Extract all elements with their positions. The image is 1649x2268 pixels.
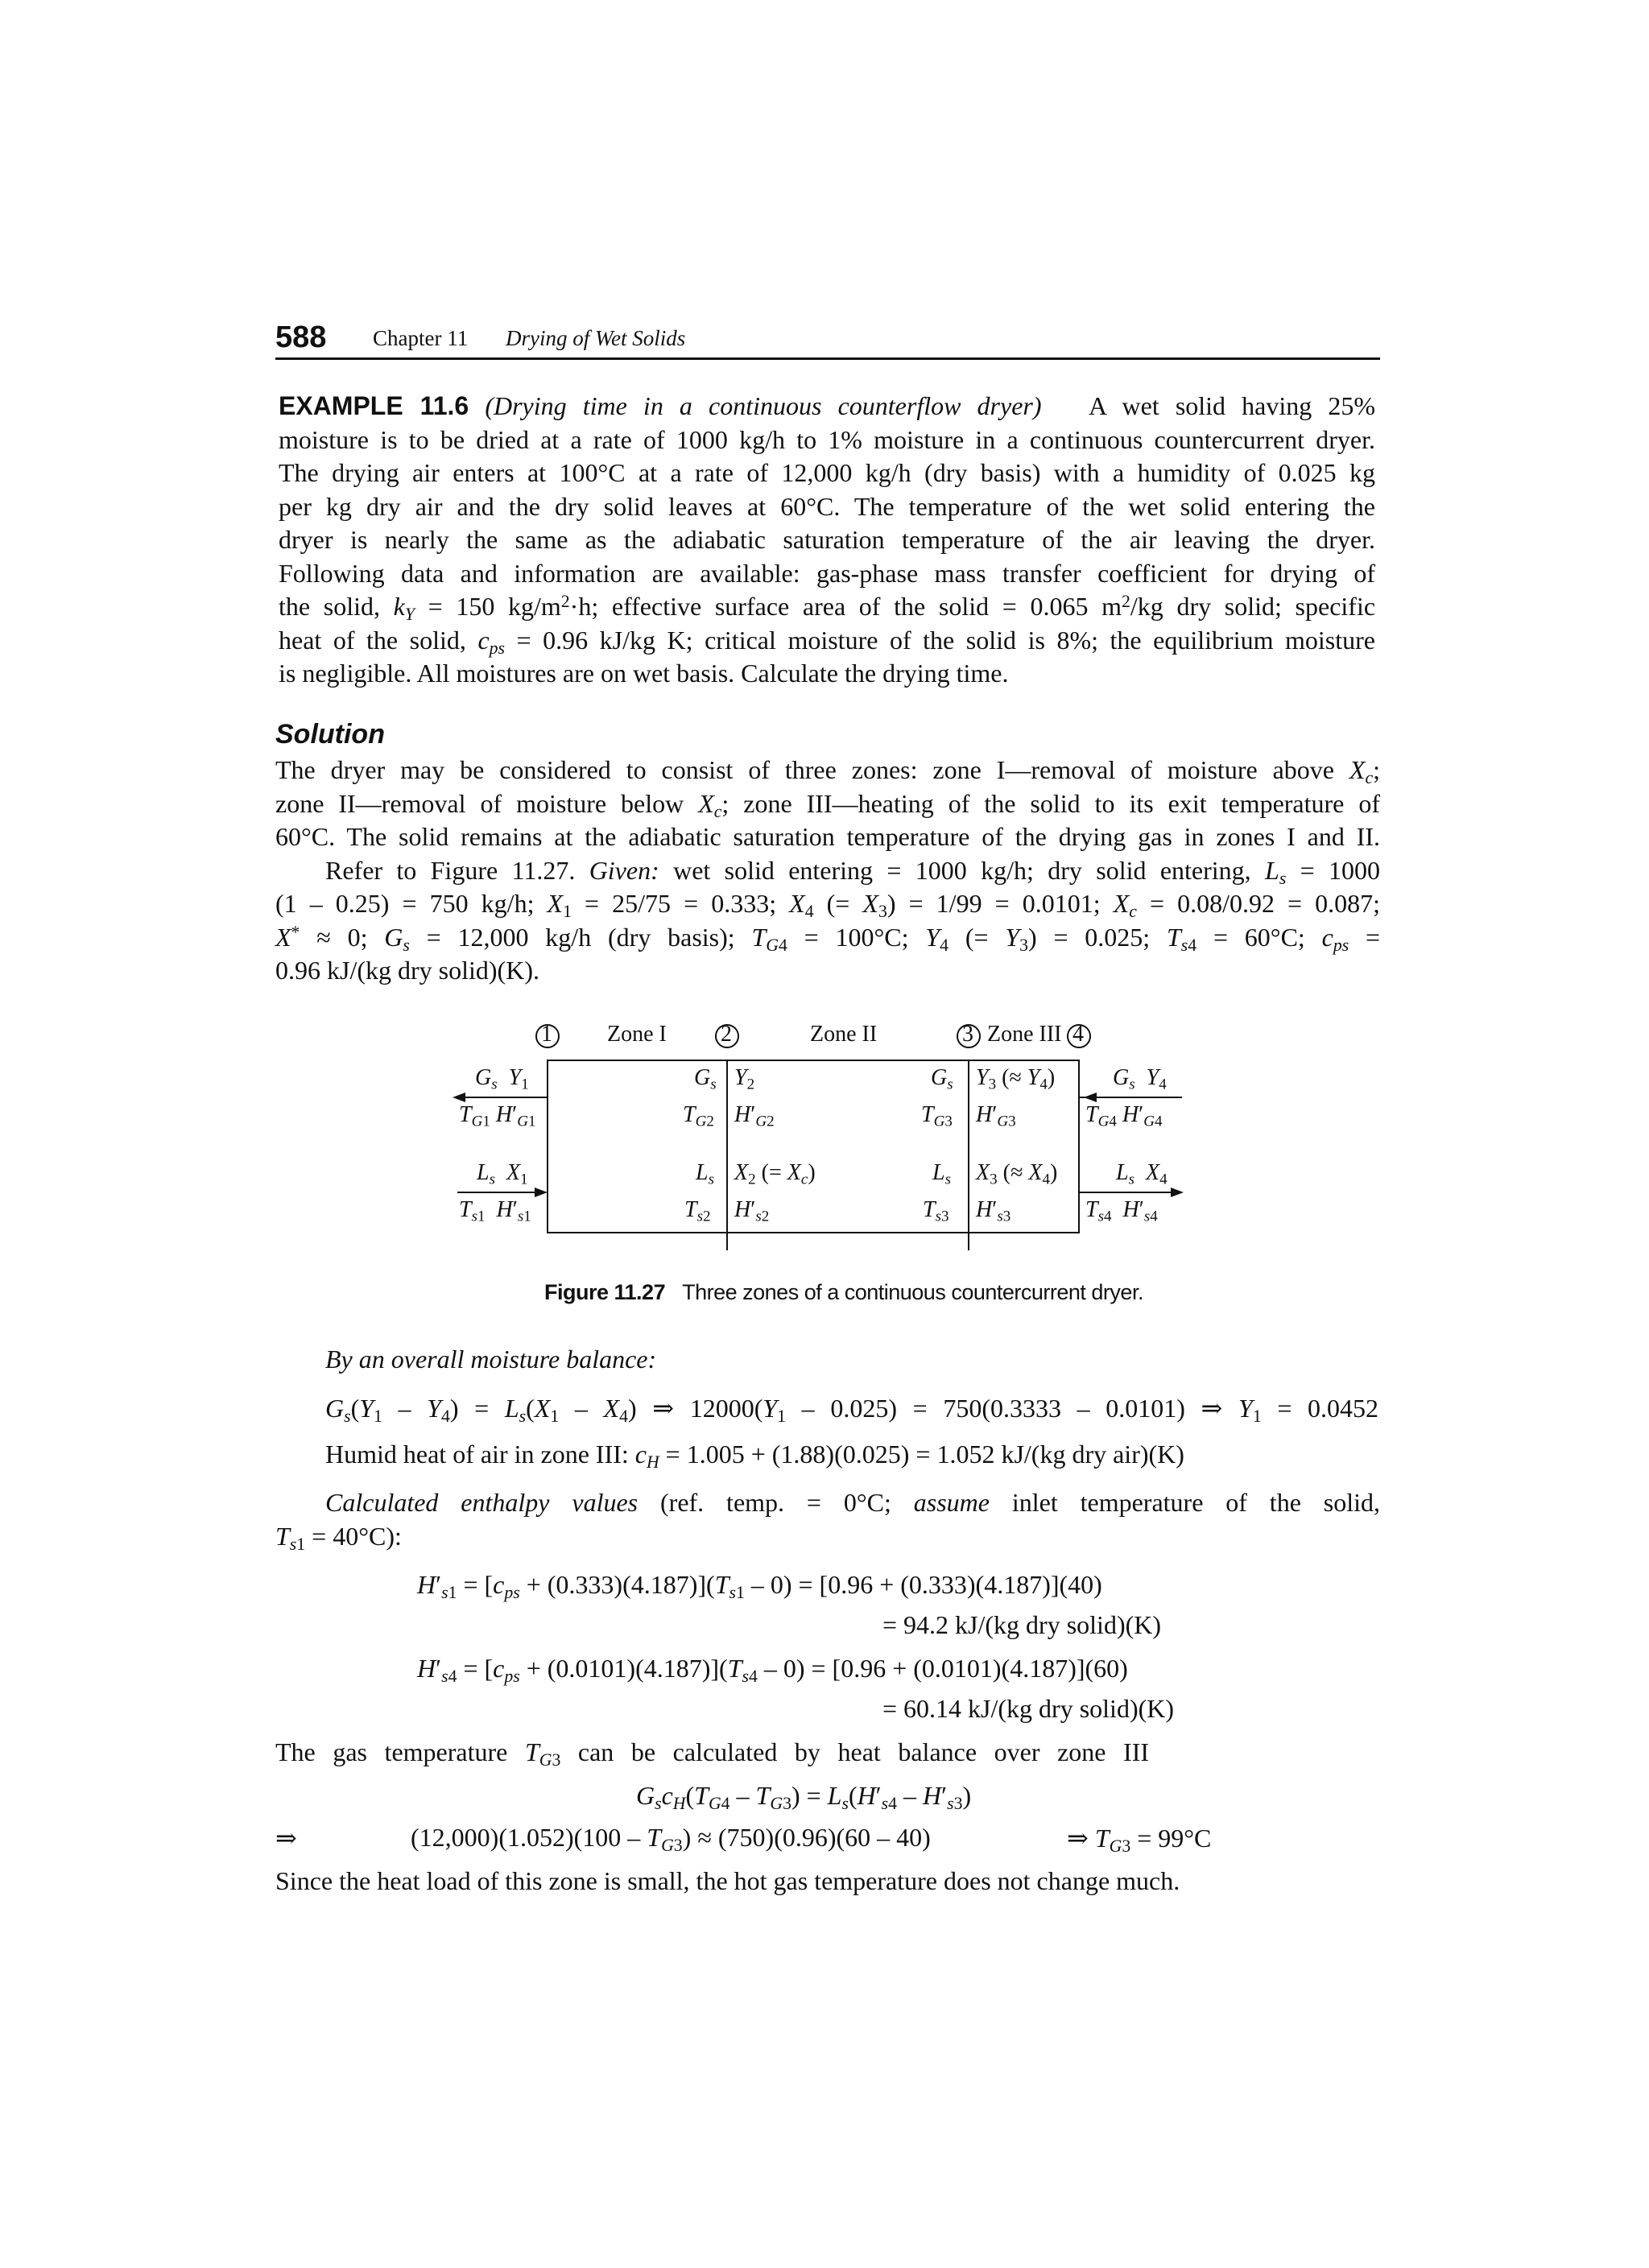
label-ls-3: $L_s$ — [932, 1160, 951, 1188]
solution-heading: Solution — [275, 719, 385, 750]
zone-2-label: Zone II — [810, 1022, 878, 1047]
label-hs2: $H'_{s2}$ — [734, 1197, 770, 1225]
zone-1-label: Zone I — [607, 1022, 667, 1047]
label-x3: $X_3$ (≈ $X_4$) — [976, 1160, 1058, 1188]
equation-tg3-implies: ⇒ — [275, 1824, 297, 1853]
label-ls-x4: $L_s$ $X_4$ — [1116, 1160, 1168, 1188]
label-y2: $Y_2$ — [734, 1065, 755, 1093]
label-ls-2: $L_s$ — [696, 1160, 714, 1188]
label-ts3: $T_{s3}$ — [923, 1197, 949, 1225]
label-gs-2: $G_s$ — [694, 1065, 717, 1093]
equation-heat-balance: $G_sc_H(T_{G4} - T_{G3}) = L_s(H'_{s4} - H'_{s3})$ — [636, 1781, 972, 1814]
running-head-title: Drying of Wet Solids — [506, 326, 686, 350]
equation-hs4: $H'_{s4} = [c_{ps} + (0.0101)(4.187)](T_{s4} - 0) = [0.96 + (0.0101)(4.187)](60)$ — [417, 1654, 1128, 1687]
equation-tg3: $(12,000)(1.052)(100 - T_{G3}) \approx (750)(0.96)(60 - 40)$ — [411, 1823, 931, 1856]
station-2-label: 2 — [721, 1022, 732, 1047]
label-gs-y4: $G_s$ $Y_4$ — [1113, 1065, 1167, 1093]
figure-caption-text: Three zones of a continuous countercurrent dryer. — [682, 1280, 1143, 1304]
label-x2: $X_2$ (= $X_c$) — [734, 1160, 816, 1188]
label-tg1-hg1: $T_{G1}$ $H'_{G1}$ — [459, 1102, 536, 1130]
figure-11-27 — [435, 1010, 1208, 1268]
equation-hs1-result: = 94.2 kJ/(kg dry solid)(K) — [882, 1610, 1162, 1639]
label-hg3: $H'_{G3}$ — [976, 1102, 1016, 1130]
equation-hs1: $H'_{s1} = [c_{ps} + (0.333)(4.187)](T_{s1} - 0) = [0.96 + (0.333)(4.187)](40)$ — [417, 1570, 1102, 1603]
label-hg2: $H'_{G2}$ — [734, 1102, 775, 1130]
example-title: (Drying time in a continuous counterflow dryer) — [485, 391, 1042, 420]
closing-sentence: Since the heat load of this zone is small, the hot gas temperature does not change much. — [275, 1866, 1180, 1895]
overall-balance-heading: By an overall moisture balance: — [325, 1345, 657, 1374]
gas-temp-intro: The gas temperature $T_{G3}$ can be calculated by heat balance over zone III — [275, 1737, 1150, 1770]
example-label: EXAMPLE 11.6 — [279, 391, 469, 420]
solid-in-arrow — [535, 1188, 548, 1197]
station-1-label: 1 — [541, 1022, 552, 1047]
figure-caption — [544, 1280, 1143, 1305]
zone-3-label: Zone III — [987, 1022, 1062, 1047]
station-3-label: 3 — [962, 1022, 973, 1047]
gas-in-arrow — [1084, 1093, 1097, 1102]
equation-hs4-result: = 60.14 kJ/(kg dry solid)(K) — [882, 1694, 1175, 1723]
label-ls-x1: $L_s$ $X_1$ — [477, 1160, 528, 1188]
solution-paragraph-1: The dryer may be considered to consist of three zones: zone I—removal of moisture above $X_c$; zone II—removal of moisture below $X_c$; zone III—heating of the solid to its exit temperature of 60°C. The solid remains at the adiabatic saturation temperature of the drying gas in zones I and II. Refer to Figure 11.27. Given: wet solid entering = 1000 kg/h; dry solid entering, $L_s = 1000$ (1 – 0.25) = 750 kg/h; $X_1 = 25/75 = 0.333$; $X_4$ (= $X_3) = 1/99 = 0.0101$; $X_c = 0.08/0.92 = 0.087$; X* ≈ 0; $G_s = 12,000$ kg/h (dry basis); $T_{G4} = 100^\circ C$; $Y_4$ (= $Y_3) = 0.025$; $T_{s4} = 60^\circ C$; $c_{ps}$ = 0.96 kJ/(kg dry solid)(K). — [275, 755, 1381, 985]
station-4-label: 4 — [1072, 1022, 1084, 1047]
label-tg2: $T_{G2}$ — [683, 1102, 714, 1130]
label-ts1-hs1: $T_{s1}$ $H'_{s1}$ — [459, 1197, 531, 1225]
label-tg3: $T_{G3}$ — [921, 1102, 953, 1130]
figure-caption-label: Figure 11.27 — [544, 1280, 666, 1304]
header-rule — [275, 357, 1380, 360]
equation-overall-balance: $G_s(Y_1 - Y_4) = L_s(X_1 - X_4)$ ⇒ $12000(Y_1 - 0.025) = 750(0.3333 - 0.0101)$ ⇒ $Y_1 = 0.0452$ — [325, 1394, 1379, 1427]
label-y3: $Y_3$ (≈ $Y_4$) — [976, 1065, 1056, 1093]
label-hs3: $H'_{s3}$ — [976, 1197, 1011, 1225]
label-tg4-hg4: $T_{G4}$ $H'_{G4}$ — [1085, 1102, 1163, 1130]
label-ts2: $T_{s2}$ — [684, 1197, 711, 1225]
label-gs-3: $G_s$ — [931, 1065, 953, 1093]
equation-humid-heat: Humid heat of air in zone III: $c_H = 1.005 + (1.88)(0.025) = 1.052$ kJ/(kg dry air)(K) — [325, 1440, 1184, 1473]
label-ts4-hs4: $T_{s4}$ $H'_{s4}$ — [1085, 1197, 1158, 1225]
solid-out-arrow — [1171, 1188, 1184, 1197]
running-head-chapter: Chapter 11 — [373, 326, 469, 350]
equation-tg3-result: ⇒ $T_{G3} = 99^\circ C$ — [1067, 1824, 1212, 1857]
enthalpy-intro: Calculated enthalpy values (ref. temp. = 0°C; assume inlet temperature of the solid, $T_{s1} = 40^\circ C$): — [275, 1488, 1381, 1554]
dryer-zone-diagram — [435, 1010, 1208, 1268]
example-statement: EXAMPLE 11.6 (Drying time in a continuous counterflow dryer) A wet solid having 25% moisture is to be dried at a rate of 1000 kg/h to 1% moisture in a continuous countercurrent dryer. The drying air enters at 100°C at a rate of 12,000 kg/h (dry basis) with a humidity of 0.025 kg per kg dry air and the dry solid leaves at 60°C. The temperature of the wet solid entering the dryer is nearly the same as the adiabatic saturation temperature of the air leaving the dryer. Following data and information are available: gas-phase mass transfer coefficient for drying of the solid, $k_Y = 150$ $kg/m^2\cdot h$; effective surface area of the solid = 0.065 $m^2/kg$ dry solid; specific heat of the solid, $c_{ps} = 0.96$ kJ/kg K; critical moisture of the solid is 8%; the equilibrium moisture is negligible. All moistures are on wet basis. Calculate the drying time. — [279, 391, 1376, 688]
gas-out-arrow — [453, 1093, 465, 1102]
page-number: 588 — [275, 320, 327, 354]
label-gs-y1: $G_s$ $Y_1$ — [475, 1065, 529, 1093]
